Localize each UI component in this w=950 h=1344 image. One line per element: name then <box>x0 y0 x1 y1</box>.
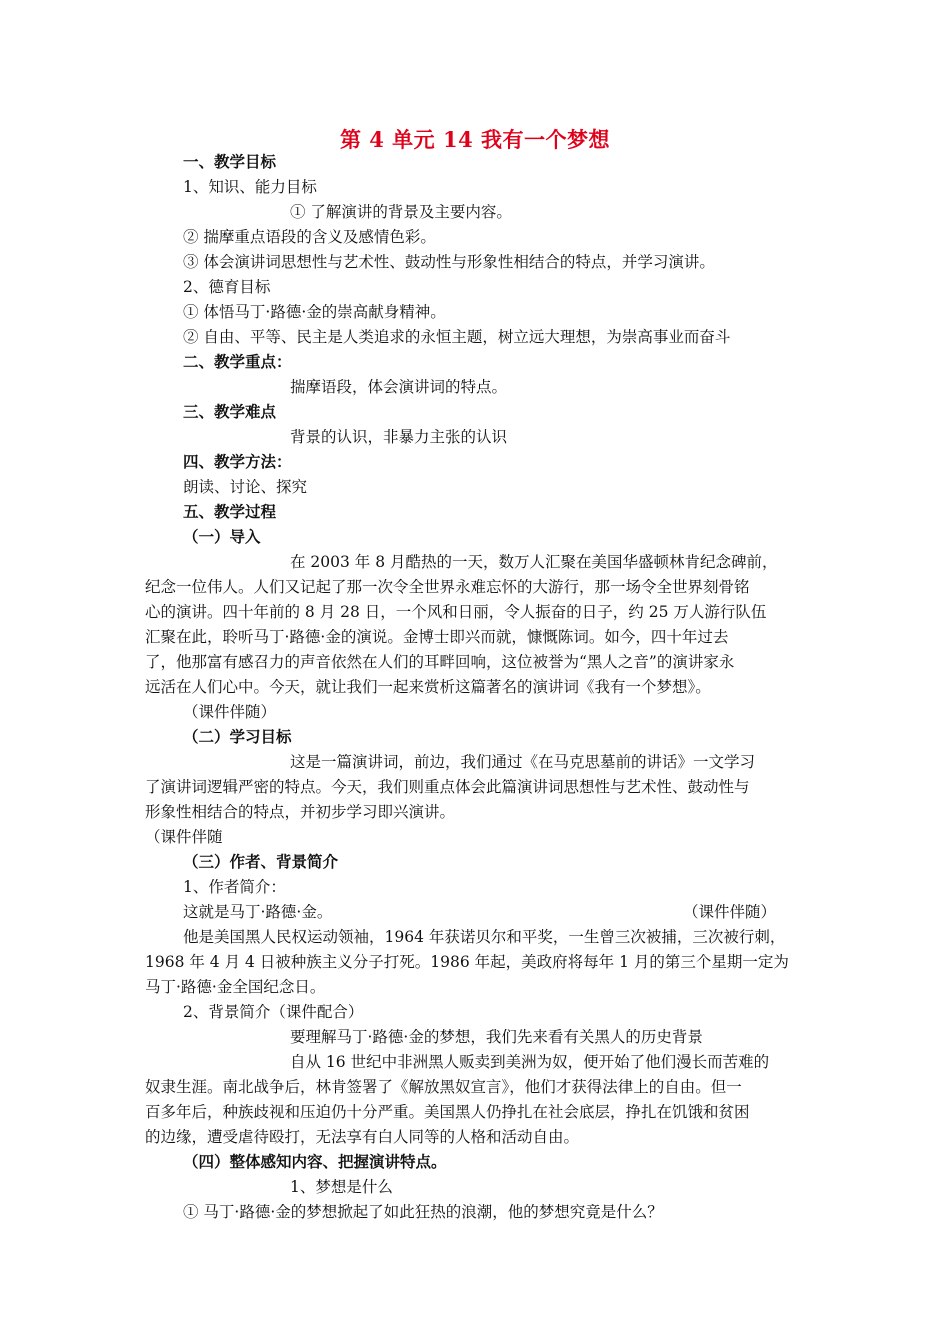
paragraph-line: 1968 年 4 月 4 日被种族主义分子打死。1986 年起，美政府将每年 1 月的第三个星期一定为 <box>145 953 789 971</box>
subheading-dream: 1、梦想是什么 <box>290 1178 393 1196</box>
courseware-note: （课件伴随） <box>683 903 777 921</box>
paragraph-line: 的边缘，遭受虐待殴打，无法享有白人同等的人格和活动自由。 <box>145 1128 580 1146</box>
section-text: 背景的认识，非暴力主张的认识 <box>290 428 508 446</box>
paragraph-line: 纪念一位伟人。人们又记起了那一次令全世界永难忘怀的大游行，那一场令全世界刻骨铭 <box>145 578 750 596</box>
paragraph-line: 了演讲词逻辑严密的特点。今天，我们则重点体会此篇演讲词思想性与艺术性、鼓动性与 <box>145 778 750 796</box>
paragraph-line: 形象性相结合的特点，并初步学习即兴演讲。 <box>145 803 456 821</box>
document-title: 第 4 单元 14 我有一个梦想 <box>339 127 611 152</box>
paragraph-line: 心的演讲。四十年前的 8 月 28 日，一个风和日丽，令人振奋的日子，约 25 万人游行队伍 <box>145 603 767 621</box>
section-heading-difficulty: 三、教学难点 <box>183 402 277 421</box>
paragraph-line: 远活在人们心中。今天，就让我们一起来赏析这篇著名的演讲词《我有一个梦想》。 <box>145 678 711 696</box>
subheading-knowledge: 1、知识、能力目标 <box>183 178 317 196</box>
paragraph-line: 这是一篇演讲词，前边，我们通过《在马克思墓前的讲话》一文学习 <box>290 753 756 771</box>
subheading-moral: 2、德育目标 <box>183 278 271 296</box>
paragraph-line: 奴隶生涯。南北战争后，林肯签署了《解放黑奴宣言》，他们才获得法律上的自由。但一 <box>145 1078 742 1096</box>
section-text: 揣摩语段，体会演讲词的特点。 <box>290 378 508 396</box>
section-heading-focus: 二、教学重点： <box>183 352 292 371</box>
objective-item: ② 自由、平等、民主是人类追求的永恒主题，树立远大理想，为崇高事业而奋斗 <box>183 328 731 346</box>
question-item: ① 马丁·路德·金的梦想掀起了如此狂热的浪潮，他的梦想究竟是什么？ <box>183 1203 663 1221</box>
paragraph-line: 自从 16 世纪中非洲黑人贩卖到美洲为奴，便开始了他们漫长而苦难的 <box>290 1053 770 1071</box>
subheading-background: 2、背景简介（课件配合） <box>183 1003 364 1021</box>
paragraph-line: 百多年后，种族歧视和压迫仍十分严重。美国黑人仍挣扎在社会底层，挣扎在饥饿和贫困 <box>145 1103 750 1121</box>
objective-item: ① 了解演讲的背景及主要内容。 <box>290 203 512 221</box>
paragraph-line: 汇聚在此，聆听马丁·路德·金的演说。金博士即兴而就，慷慨陈词。如今，四十年过去 <box>145 628 729 646</box>
courseware-note: （课件伴随 <box>145 828 223 846</box>
subsection-heading-intro: （一）导入 <box>183 527 261 546</box>
paragraph-line: 他是美国黑人民权运动领袖，1964 年获诺贝尔和平奖，一生曾三次被捕，三次被行刺， <box>183 928 786 946</box>
paragraph-line: 了，他那富有感召力的声音依然在人们的耳畔回响，这位被誉为“黑人之音”的演讲家永 <box>145 653 735 671</box>
objective-item: ① 体悟马丁·路德·金的崇高献身精神。 <box>183 303 446 321</box>
section-text: 朗读、讨论、探究 <box>183 478 308 496</box>
courseware-note: （课件伴随） <box>183 703 277 721</box>
objective-item: ② 揣摩重点语段的含义及感情色彩。 <box>183 228 436 246</box>
paragraph-line: 这就是马丁·路德·金。 <box>183 903 333 921</box>
objective-item: ③ 体会演讲词思想性与艺术性、鼓动性与形象性相结合的特点，并学习演讲。 <box>183 253 715 271</box>
subsection-heading-goal: （二）学习目标 <box>183 727 292 746</box>
subsection-heading-overall: （四）整体感知内容、把握演讲特点。 <box>183 1152 447 1171</box>
subheading-author-intro: 1、作者简介： <box>183 878 286 896</box>
paragraph-line: 要理解马丁·路德·金的梦想，我们先来看有关黑人的历史背景 <box>290 1028 703 1046</box>
paragraph-line: 马丁·路德·金全国纪念日。 <box>145 978 326 996</box>
section-heading-objectives: 一、教学目标 <box>183 152 277 171</box>
paragraph-line: 在 2003 年 8 月酷热的一天，数万人汇聚在美国华盛顿林肯纪念碑前， <box>290 553 778 571</box>
subsection-heading-author: （三）作者、背景简介 <box>183 852 339 871</box>
section-heading-method: 四、教学方法： <box>183 452 292 471</box>
section-heading-process: 五、教学过程 <box>183 502 277 521</box>
